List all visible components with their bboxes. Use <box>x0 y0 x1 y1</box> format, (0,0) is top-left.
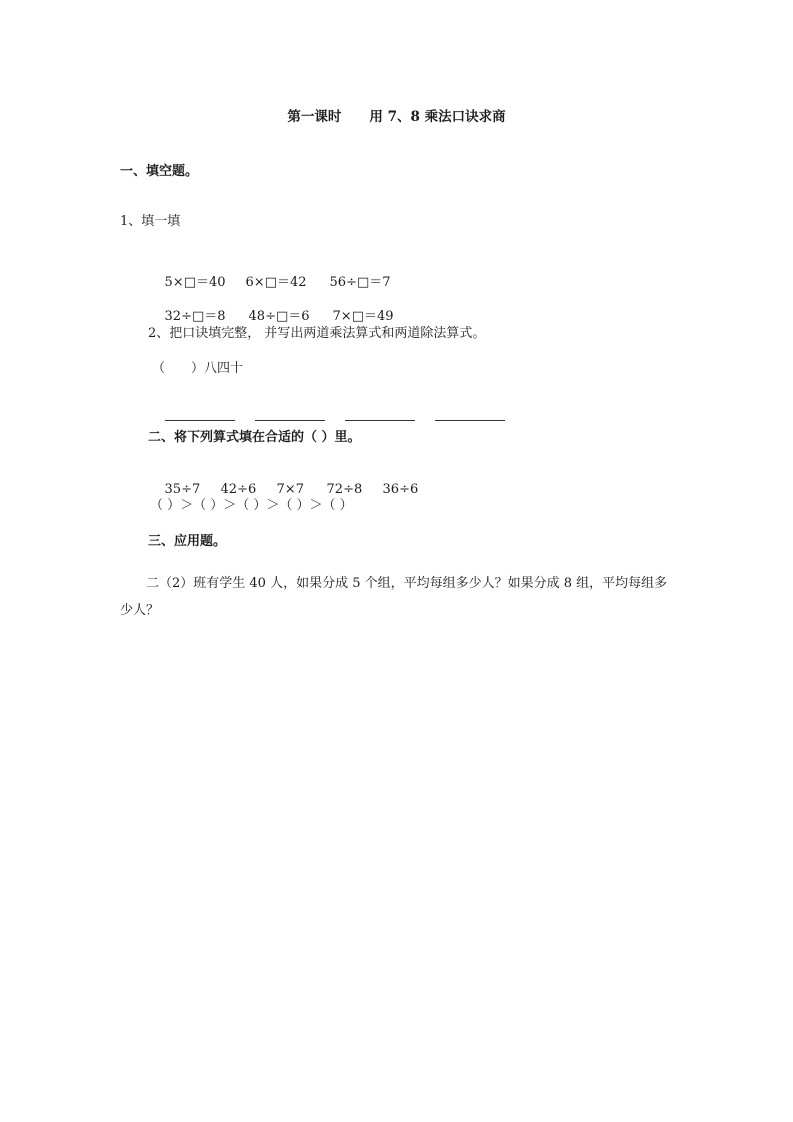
question2-label: 2、把口诀填完整， 并写出两道乘法算式和两道除法算式。 <box>148 326 486 341</box>
page-title <box>0 108 793 126</box>
answer-blank[interactable] <box>255 412 325 421</box>
answer-blank[interactable] <box>165 412 235 421</box>
equation: 6×□＝42 <box>245 275 307 290</box>
expression: 42÷6 <box>220 482 257 497</box>
question2-prompt: （ ）八四十 <box>152 361 244 376</box>
lesson-topic: 用 7、8 乘法口诀求商 <box>369 109 506 125</box>
equation: 7×□＝49 <box>332 309 394 324</box>
equation: 56÷□＝7 <box>329 275 391 290</box>
answer-blank[interactable] <box>435 412 505 421</box>
section1-heading: 一、填空题。 <box>120 164 199 179</box>
expression: 7×7 <box>276 482 304 497</box>
lesson-label: 第一课时 <box>287 109 342 125</box>
word-problem: 二（2）班有学生 40 人，如果分成 5 个组，平均每组多少人？如果分成 8 组，平均每组多少人？ <box>120 576 668 618</box>
expression: 36÷6 <box>382 482 419 497</box>
section3-heading: 三、应用题。 <box>148 534 227 549</box>
answer-blank[interactable] <box>345 412 415 421</box>
ordering-line: （ ）＞（ ）＞（ ）＞（ ）＞（ ） <box>150 498 353 513</box>
section2-heading: 二、将下列算式填在合适的（ ）里。 <box>148 430 361 445</box>
expression: 72÷8 <box>326 482 363 497</box>
equation: 5×□＝40 <box>164 275 226 290</box>
expression: 35÷7 <box>164 482 201 497</box>
question1-label: 1、填一填 <box>120 214 181 229</box>
equation: 32÷□＝8 <box>164 309 226 324</box>
equation: 48÷□＝6 <box>248 309 310 324</box>
